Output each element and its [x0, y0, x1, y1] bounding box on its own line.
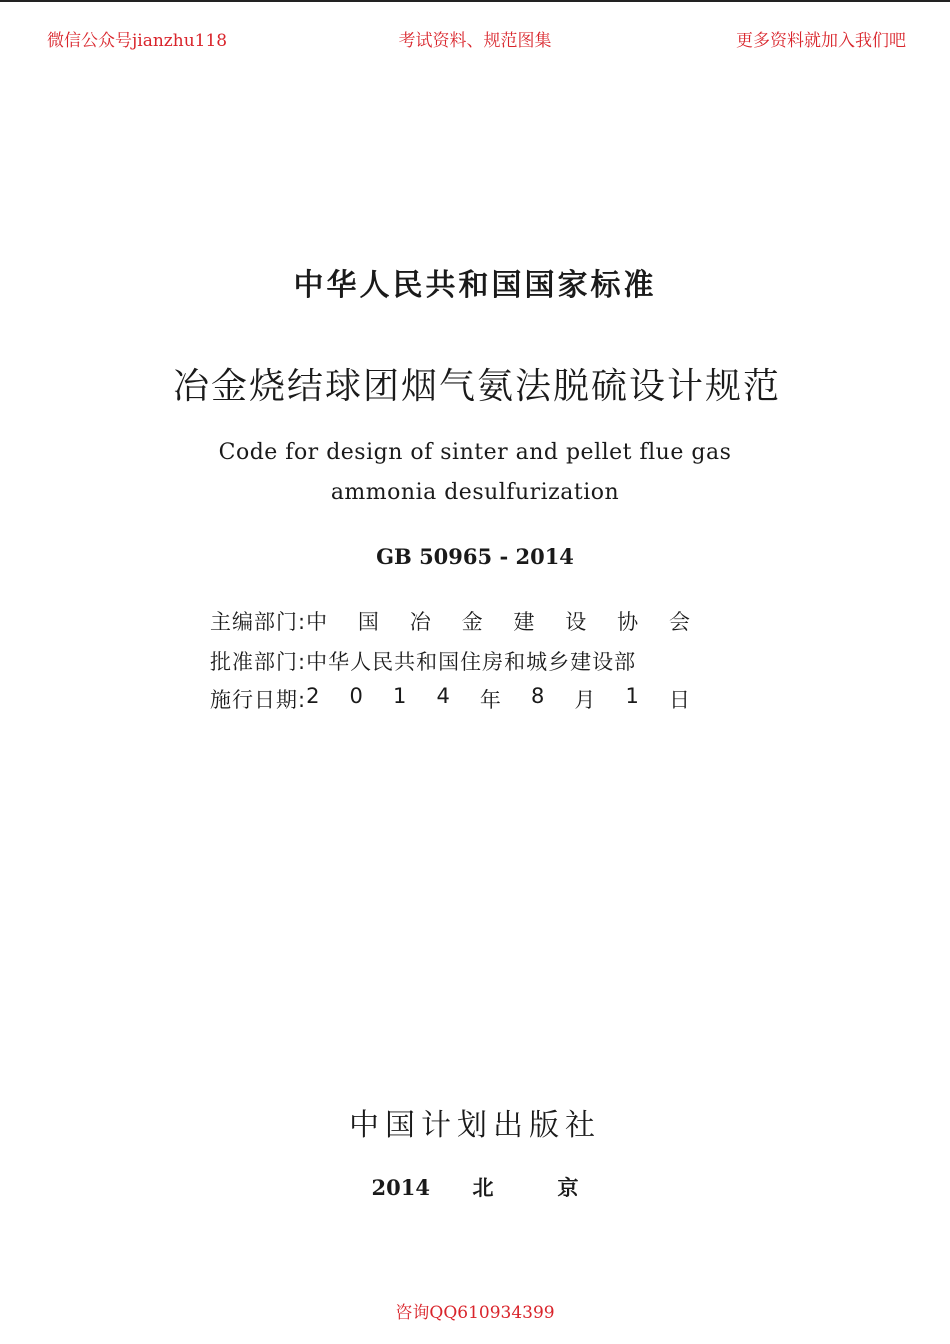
editor-char: 设 [565, 610, 587, 634]
date-char: 1 [625, 684, 639, 708]
document-title-cn: 冶金烧结球团烟气氨法脱硫设计规范 [172, 366, 781, 407]
editor-char: 国 [357, 610, 379, 634]
header-wechat-text: 微信公众号jianzhu118 [47, 31, 228, 51]
approver-row [210, 646, 690, 676]
editor-char: 冶 [409, 610, 431, 634]
date-char: 月 [574, 688, 596, 712]
date-char: 4 [436, 684, 450, 708]
header-center-text: 考试资料、规范图集 [398, 31, 552, 51]
editor-value [306, 606, 690, 636]
effective-date-value [306, 684, 690, 714]
publisher-name: 中国计划出版社 [349, 1108, 601, 1143]
editor-char: 中 [306, 610, 328, 634]
date-char: 日 [668, 688, 690, 712]
national-standard-heading: 中华人民共和国国家标准 [293, 268, 657, 303]
top-rule [0, 0, 950, 2]
approver-label: 批准部门: [210, 650, 307, 674]
editor-char: 金 [461, 610, 483, 634]
standard-code: GB 50965 - 2014 [376, 544, 574, 569]
date-char: 2 [306, 684, 320, 708]
effective-date-row [210, 684, 690, 714]
editor-char: 会 [668, 610, 690, 634]
document-title-en-line2: ammonia desulfurization [330, 480, 620, 505]
editor-char: 协 [617, 610, 639, 634]
footer-contact-text: 咨询QQ610934399 [395, 1303, 555, 1323]
date-char: 8 [530, 684, 545, 708]
effective-date-label: 施行日期: [210, 688, 307, 712]
publication-year-place: 2014 北 京 [371, 1175, 579, 1200]
approver-value: 中华人民共和国住房和城乡建设部 [306, 650, 637, 674]
editor-row [210, 606, 690, 636]
header-right-text: 更多资料就加入我们吧 [736, 31, 906, 51]
date-char: 年 [479, 688, 501, 712]
document-title-en-line1: Code for design of sinter and pellet flue gas [218, 440, 732, 465]
editor-label: 主编部门: [210, 610, 307, 634]
date-char: 0 [349, 684, 363, 708]
editor-char: 建 [513, 610, 535, 634]
date-char: 1 [392, 684, 407, 708]
